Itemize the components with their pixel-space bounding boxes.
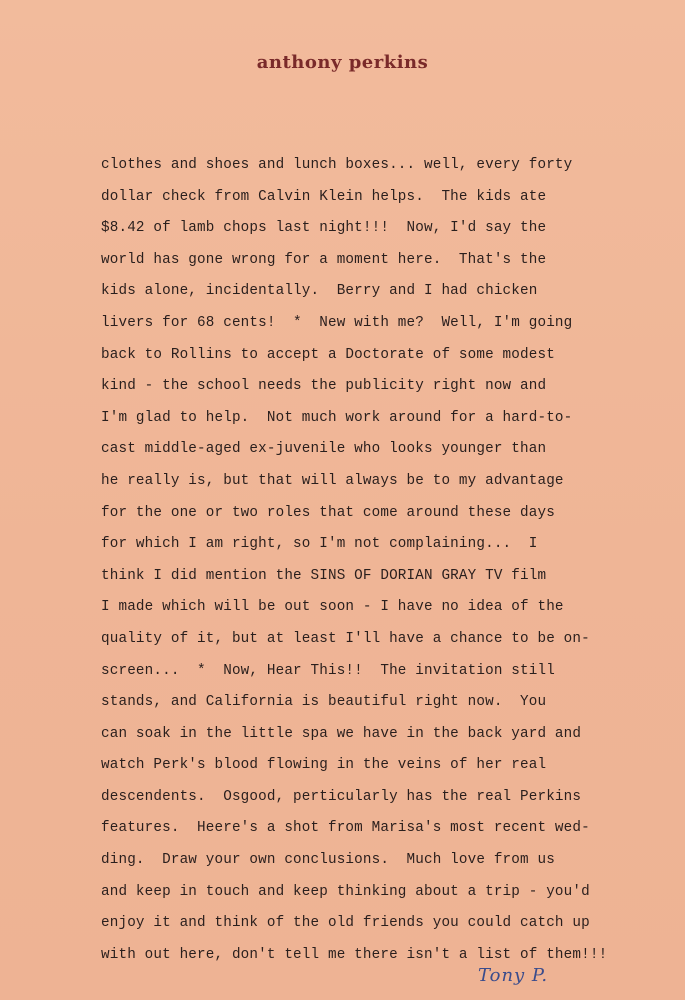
letter-line: kind - the school needs the publicity right now and bbox=[101, 378, 547, 395]
letter-body bbox=[101, 150, 661, 971]
letter-line: for which I am right, so I'm not complaining... I bbox=[101, 536, 538, 553]
letter-line: he really is, but that will always be to my advantage bbox=[101, 472, 564, 489]
letter-line: enjoy it and think of the old friends you could catch up bbox=[101, 915, 590, 932]
letter-line: back to Rollins to accept a Doctorate of some modest bbox=[101, 346, 555, 363]
letter-line: livers for 68 cents! * New with me? Well, I'm going bbox=[101, 314, 573, 331]
letterhead-name: anthony perkins bbox=[256, 52, 429, 73]
letter-line: screen... * Now, Hear This!! The invitation still bbox=[101, 662, 555, 679]
letter-line: for the one or two roles that come around these days bbox=[101, 504, 555, 521]
letter-line: dollar check from Calvin Klein helps. The kids ate bbox=[101, 188, 547, 205]
letter-line: cast middle-aged ex-juvenile who looks younger than bbox=[101, 441, 547, 458]
letter-line: clothes and shoes and lunch boxes... well, every forty bbox=[101, 157, 573, 173]
handwritten-signature: Tony P. bbox=[478, 965, 549, 986]
letter-line: watch Perk's blood flowing in the veins of her real bbox=[101, 757, 547, 774]
letter-line: with out here, don't tell me there isn't a list of them!!! bbox=[101, 946, 608, 963]
letter-line: I made which will be out soon - I have no idea of the bbox=[101, 599, 564, 616]
letter-line: can soak in the little spa we have in the back yard and bbox=[101, 725, 582, 742]
letter-line: $8.42 of lamb chops last night!!! Now, I'd say the bbox=[101, 220, 547, 237]
letter-line: quality of it, but at least I'll have a chance to be on- bbox=[101, 630, 590, 647]
letter-line: features. Heere's a shot from Marisa's most recent wed- bbox=[101, 820, 590, 837]
letter-line: descendents. Osgood, perticularly has the real Perkins bbox=[101, 788, 582, 805]
letter-line: think I did mention the SINS OF DORIAN GRAY TV film bbox=[101, 567, 547, 584]
letter-line: I'm glad to help. Not much work around for a hard-to- bbox=[101, 409, 573, 426]
letter-line: ding. Draw your own conclusions. Much love from us bbox=[101, 852, 555, 869]
letter-line: world has gone wrong for a moment here. That's the bbox=[101, 251, 547, 268]
letter-line: kids alone, incidentally. Berry and I had chicken bbox=[101, 283, 538, 300]
letter-line: and keep in touch and keep thinking about a trip - you'd bbox=[101, 883, 590, 900]
letter-line: stands, and California is beautiful right now. You bbox=[101, 694, 547, 711]
